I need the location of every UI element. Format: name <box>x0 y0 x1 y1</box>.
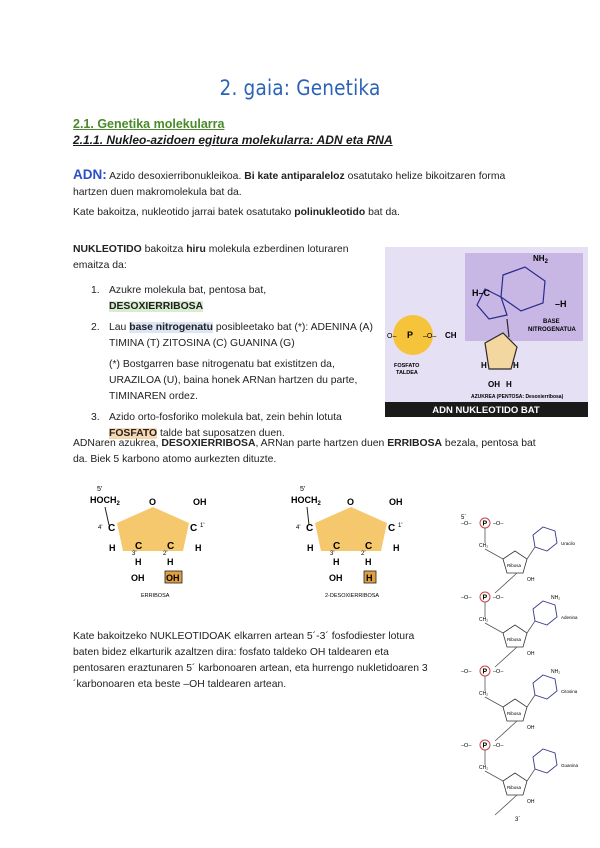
page-title: 2. gaia: Genetika <box>219 76 381 100</box>
list-number: 3. <box>91 412 100 423</box>
c4: C <box>306 523 314 534</box>
base-label-1: BASE <box>543 319 560 325</box>
c3-h: H <box>135 557 142 567</box>
oh-label: OH <box>527 651 535 657</box>
ribose-caption: ERRIBOSA <box>141 593 170 599</box>
nukleotido-text-1: bakoitza <box>141 244 187 255</box>
ribose-label: Ribosa <box>507 711 522 716</box>
ribose-ring <box>117 507 189 551</box>
ring-o: O <box>149 497 157 507</box>
c4-h: H <box>307 543 314 553</box>
h-c-label: H–C <box>472 288 491 298</box>
ch2-label: CH₂ <box>479 543 489 549</box>
c3-number: 3' <box>330 551 335 557</box>
ribose-label: Ribosa <box>507 563 522 568</box>
deoxyribose-caption: 2-DESOXIERRIBOSA <box>325 593 380 599</box>
nukleotido-paragraph <box>73 242 373 274</box>
c3: C <box>333 541 341 552</box>
phosphate-p: P <box>482 668 488 676</box>
c3-h: H <box>333 557 340 567</box>
nh2-label: NH₂ <box>551 595 561 601</box>
ch2-label: CH₂ <box>479 617 489 623</box>
five-prime-label: 5´ <box>461 515 467 521</box>
c4-number: 4' <box>98 525 103 531</box>
c3: C <box>135 541 143 552</box>
nh-label: $NH_2$ <box>533 254 548 265</box>
ribose-label: Ribosa <box>507 785 522 790</box>
list-text: posibleetako bat (*): ADENINA (A) TIMINA (T) ZITOSINA (C) GUANINA (G) <box>109 322 373 349</box>
c2-h: H <box>167 557 174 567</box>
c4: C <box>108 523 116 534</box>
adn-bold: Bi kate antiparaleloz <box>244 171 345 182</box>
azukre-text-1: ADNaren azukrea, <box>73 438 162 449</box>
azukre-bold-1: DESOXIERRIBOSA <box>161 438 256 449</box>
c3-oh: OH <box>329 573 343 583</box>
c3-number: 3' <box>132 551 137 557</box>
azukre-text-3: bezala, pentosa bat da. Biek 5 karbono atomo aurkezten dituzte. <box>73 438 536 465</box>
base-name: Adenina <box>561 615 578 620</box>
azukre-paragraph <box>73 436 543 468</box>
ribose-figure <box>85 485 220 600</box>
base-name: Uracilo <box>561 541 576 546</box>
base-highlight: base nitrogenatu <box>129 322 213 333</box>
c5-label: 5' <box>97 486 103 493</box>
oh-label: OH <box>527 725 535 731</box>
fosfato-label-1: FOSFATO <box>394 363 420 369</box>
c1-h: H <box>195 543 202 553</box>
polynucleotide-chain-figure <box>455 503 595 825</box>
list-item <box>91 320 381 405</box>
phosphate-o: –O– <box>493 743 504 749</box>
deoxyribose-figure <box>283 485 418 600</box>
fosfato-highlight: FOSFATO <box>109 428 158 439</box>
oh-label: OH <box>488 380 500 389</box>
azukre-text-2: , ARNan parte hartzen duen <box>255 438 388 449</box>
phosphate-o2: –O– <box>423 333 437 340</box>
c2-h: H <box>365 557 372 567</box>
c5-label: 5' <box>300 486 306 493</box>
phosphate-p: P <box>482 520 488 528</box>
azukre-bold-2: ERRIBOSA <box>387 438 443 449</box>
ch2-label: CH₂ <box>479 765 489 771</box>
phosphate-p: P <box>482 742 488 750</box>
list-text: talde bat suposatzen duen. <box>157 428 285 439</box>
list-number: 1. <box>91 285 100 296</box>
oh-label: OH <box>527 577 535 583</box>
list-note: (*) Bostgarren base nitrogenatu bat existitzen da, URAZILOA (U), baina honek ARNan hartzen du parte, TIMINAREN ordez. <box>109 359 358 402</box>
desoxierribosa-highlight: DESOXIERRIBOSA <box>109 301 204 312</box>
phosphate-p: P <box>407 330 414 340</box>
c2-oh-highlight: OH <box>166 573 180 583</box>
kate-text-2: bat da. <box>365 207 400 218</box>
base-name: Citosina <box>561 689 578 694</box>
c1-oh: OH <box>193 497 207 507</box>
ring-o: O <box>347 497 355 507</box>
c2-number: 2' <box>361 551 366 557</box>
c4-h: H <box>109 543 116 553</box>
phosphate-o: –O– <box>461 743 472 749</box>
c2: C <box>365 541 373 552</box>
hiru-bold: hiru <box>186 244 206 255</box>
c2: C <box>167 541 175 552</box>
kate-paragraph <box>73 205 533 221</box>
adn-paragraph <box>73 167 513 201</box>
nh2-label: NH₂ <box>551 669 561 675</box>
nukleotido-text-2: molekula ezberdinen loturaren emaitza da: <box>73 244 349 271</box>
phosphate-o: –O– <box>493 521 504 527</box>
adn-text-1: Azido desoxierribonukleikoa. <box>106 171 245 182</box>
list-item <box>91 283 381 315</box>
lotura-paragraph: Kate bakoitzeko NUKLEOTIDOAK elkarren artean 5´-3´ fosfodiester lotura baten bidez elkarturik azaltzen dira: fosfato taldeko OH taldearen eta pentosaren eraztunaren 5´ karbonoaren artean, eta hurrengo nukletidoaren 3´karbonoaren eta beste –OH taldearen artean. <box>73 631 428 690</box>
hoch2-label: $HOCH_2$ <box>291 495 321 507</box>
ribose-label: Ribosa <box>507 637 522 642</box>
deoxyribose-ring <box>315 507 387 551</box>
kate-bold: polinukleotido <box>294 207 366 218</box>
c2-h-highlight: H <box>366 573 373 583</box>
component-list <box>91 283 381 442</box>
h-label: H <box>506 380 512 389</box>
nukleotido-bold: NUKLEOTIDO <box>73 244 142 255</box>
phosphate-o: –O– <box>493 595 504 601</box>
figure-caption: ADN NUKLEOTIDO BAT <box>432 405 540 416</box>
nucleotide-figure <box>385 247 588 417</box>
fosfato-label-2: TALDEA <box>396 370 418 376</box>
phosphate-o: O– <box>387 333 397 340</box>
base-label-2: NITROGENATUA <box>528 327 576 333</box>
c1-oh: OH <box>389 497 403 507</box>
c1-h: H <box>393 543 400 553</box>
adn-text-2: osatutako helize bikoitzaren forma hartzen duen makromolekula bat da. <box>73 171 506 198</box>
ch2-label: CH₂ <box>479 691 489 697</box>
list-text: Lau <box>109 322 130 333</box>
c-h-label: –H <box>555 299 567 309</box>
list-number: 2. <box>91 322 100 333</box>
c1-number: 1' <box>398 523 403 529</box>
base-name: Guanina <box>561 763 579 768</box>
oh-label: OH <box>527 799 535 805</box>
phosphate-p: P <box>482 594 488 602</box>
sugar-h-left: H <box>481 361 487 370</box>
c2-number: 2' <box>163 551 168 557</box>
adn-label: ADN: <box>73 167 107 182</box>
c1: C <box>190 523 198 534</box>
three-prime-label: 3´ <box>515 817 521 823</box>
list-text: Azido orto-fosforiko molekula bat, zein behin lotuta <box>109 412 342 423</box>
kate-text-1: Kate bakoitza, nukleotido jarrai batek osatutako <box>73 207 295 218</box>
c4-number: 4' <box>296 525 301 531</box>
c1: C <box>388 523 396 534</box>
phosphate-o: –O– <box>493 669 504 675</box>
c1-number: 1' <box>200 523 205 529</box>
hoch2-label: $HOCH_2$ <box>90 495 120 507</box>
list-text: Azukre molekula bat, pentosa bat, <box>109 285 267 296</box>
phosphate-o: –O– <box>461 669 472 675</box>
c3-oh: OH <box>131 573 145 583</box>
sugar-h-right: H <box>513 361 519 370</box>
azukrea-label: AZUKREA (PENTOSA: Desoxierribosa) <box>471 394 564 400</box>
chain-background <box>455 503 595 825</box>
subsection-heading: 2.1.1. Nukleo-azidoen egitura molekularra: ADN eta RNA <box>73 133 393 147</box>
ch2-label: CH <box>445 331 457 340</box>
section-heading: 2.1. Genetika molekularra <box>73 117 225 131</box>
phosphate-o: –O– <box>461 595 472 601</box>
phosphate-o: –O– <box>461 521 472 527</box>
